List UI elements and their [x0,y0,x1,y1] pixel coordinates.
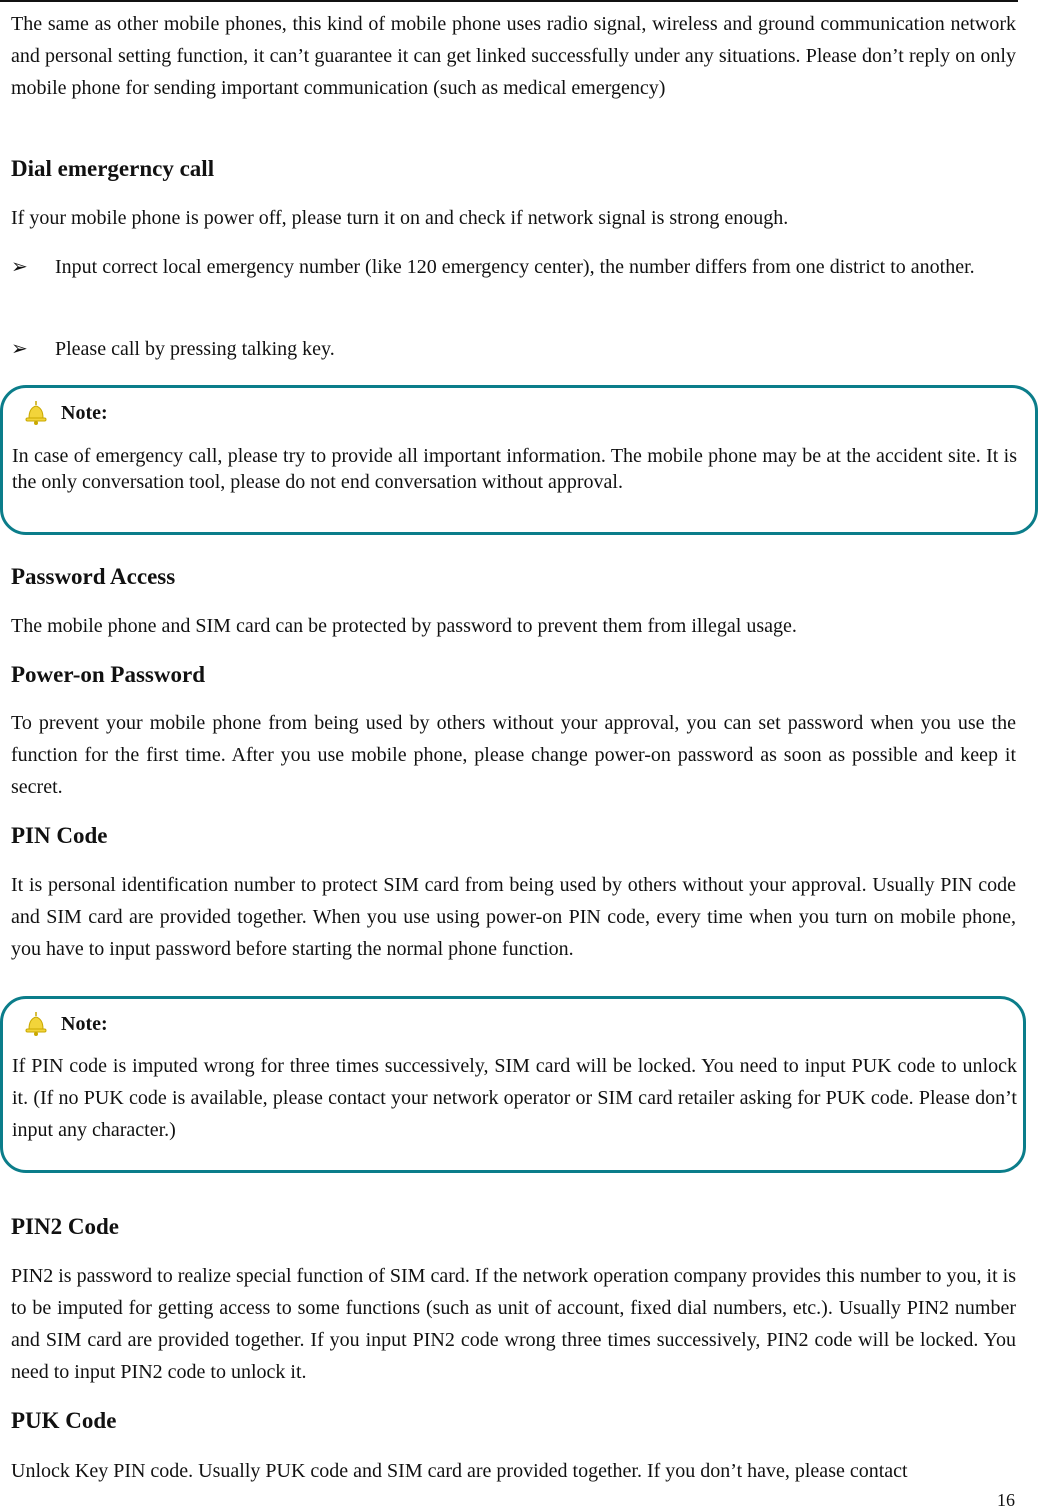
note-box-pin [0,996,1026,1173]
note-text: If PIN code is imputed wrong for three times successively, SIM card will be locked. You need to input PUK code to unlock it. (If no PUK code is available, please contact your network operator or SIM card retailer asking for PUK code. Please don’t input any character.) [12,1055,1017,1141]
note-text: In case of emergency call, please try to provide all important information. The mobile phone may be at the accident site. It is the only conversation tool, please do not end conversation without approval. [12,445,1017,493]
bullet-item [11,333,1016,365]
pin-paragraph: It is personal identification number to protect SIM card from being used by others without your approval. Usually PIN code and SIM card are provided together. When you use using power-on PIN code, every time when you turn on mobile phone, you have to input password before starting the normal phone function. [11,874,1016,960]
intro-paragraph: The same as other mobile phones, this kind of mobile phone uses radio signal, wireless and ground communication network and personal setting function, it can’t guarantee it can get linked successfully under any situations. Please don’t reply on only mobile phone for sending important communication (such as medical emergency) [11,13,1016,99]
bullet-text: Please call by pressing talking key. [55,338,335,360]
note-box-emergency [0,385,1038,535]
arrow-bullet-icon: ➢ [11,256,28,278]
note-title: Note: [61,1012,108,1035]
note-header [23,400,108,426]
top-rule [0,0,1018,2]
emergency-paragraph: If your mobile phone is power off, please turn it on and check if network signal is strong enough. [11,207,789,229]
bullet-item [11,251,1016,283]
heading-emergency-call: Dial emergerncy call [11,156,215,181]
password-paragraph: The mobile phone and SIM card can be protected by password to prevent them from illegal usage. [11,615,797,637]
heading-pin-code: PIN Code [11,823,108,848]
heading-power-on-password: Power-on Password [11,662,205,687]
arrow-bullet-icon: ➢ [11,338,28,360]
power-on-paragraph: To prevent your mobile phone from being used by others without your approval, you can set password when you use the function for the first time. After you use mobile phone, please change power-on password as soon as possible and keep it secret. [11,712,1016,798]
heading-password-access: Password Access [11,564,176,589]
heading-puk-code: PUK Code [11,1408,117,1433]
bell-icon [23,400,49,426]
puk-paragraph: Unlock Key PIN code. Usually PUK code and SIM card are provided together. If you don’t have, please contact [11,1460,908,1482]
note-header [23,1011,108,1037]
note-title: Note: [61,401,108,424]
pin2-paragraph: PIN2 is password to realize special function of SIM card. If the network operation company provides this number to you, it is to be imputed for getting access to some functions (such as unit of account, fixed dial numbers, etc.). Usually PIN2 number and SIM card are provided together. If you input PIN2 code wrong three times successively, PIN2 code will be locked. You need to input PIN2 code to unlock it. [11,1265,1016,1383]
bell-icon [23,1011,49,1037]
heading-pin2-code: PIN2 Code [11,1214,119,1239]
bullet-text: Input correct local emergency number (like 120 emergency center), the number differs from one district to another. [55,256,975,278]
page-number: 16 [997,1490,1015,1510]
